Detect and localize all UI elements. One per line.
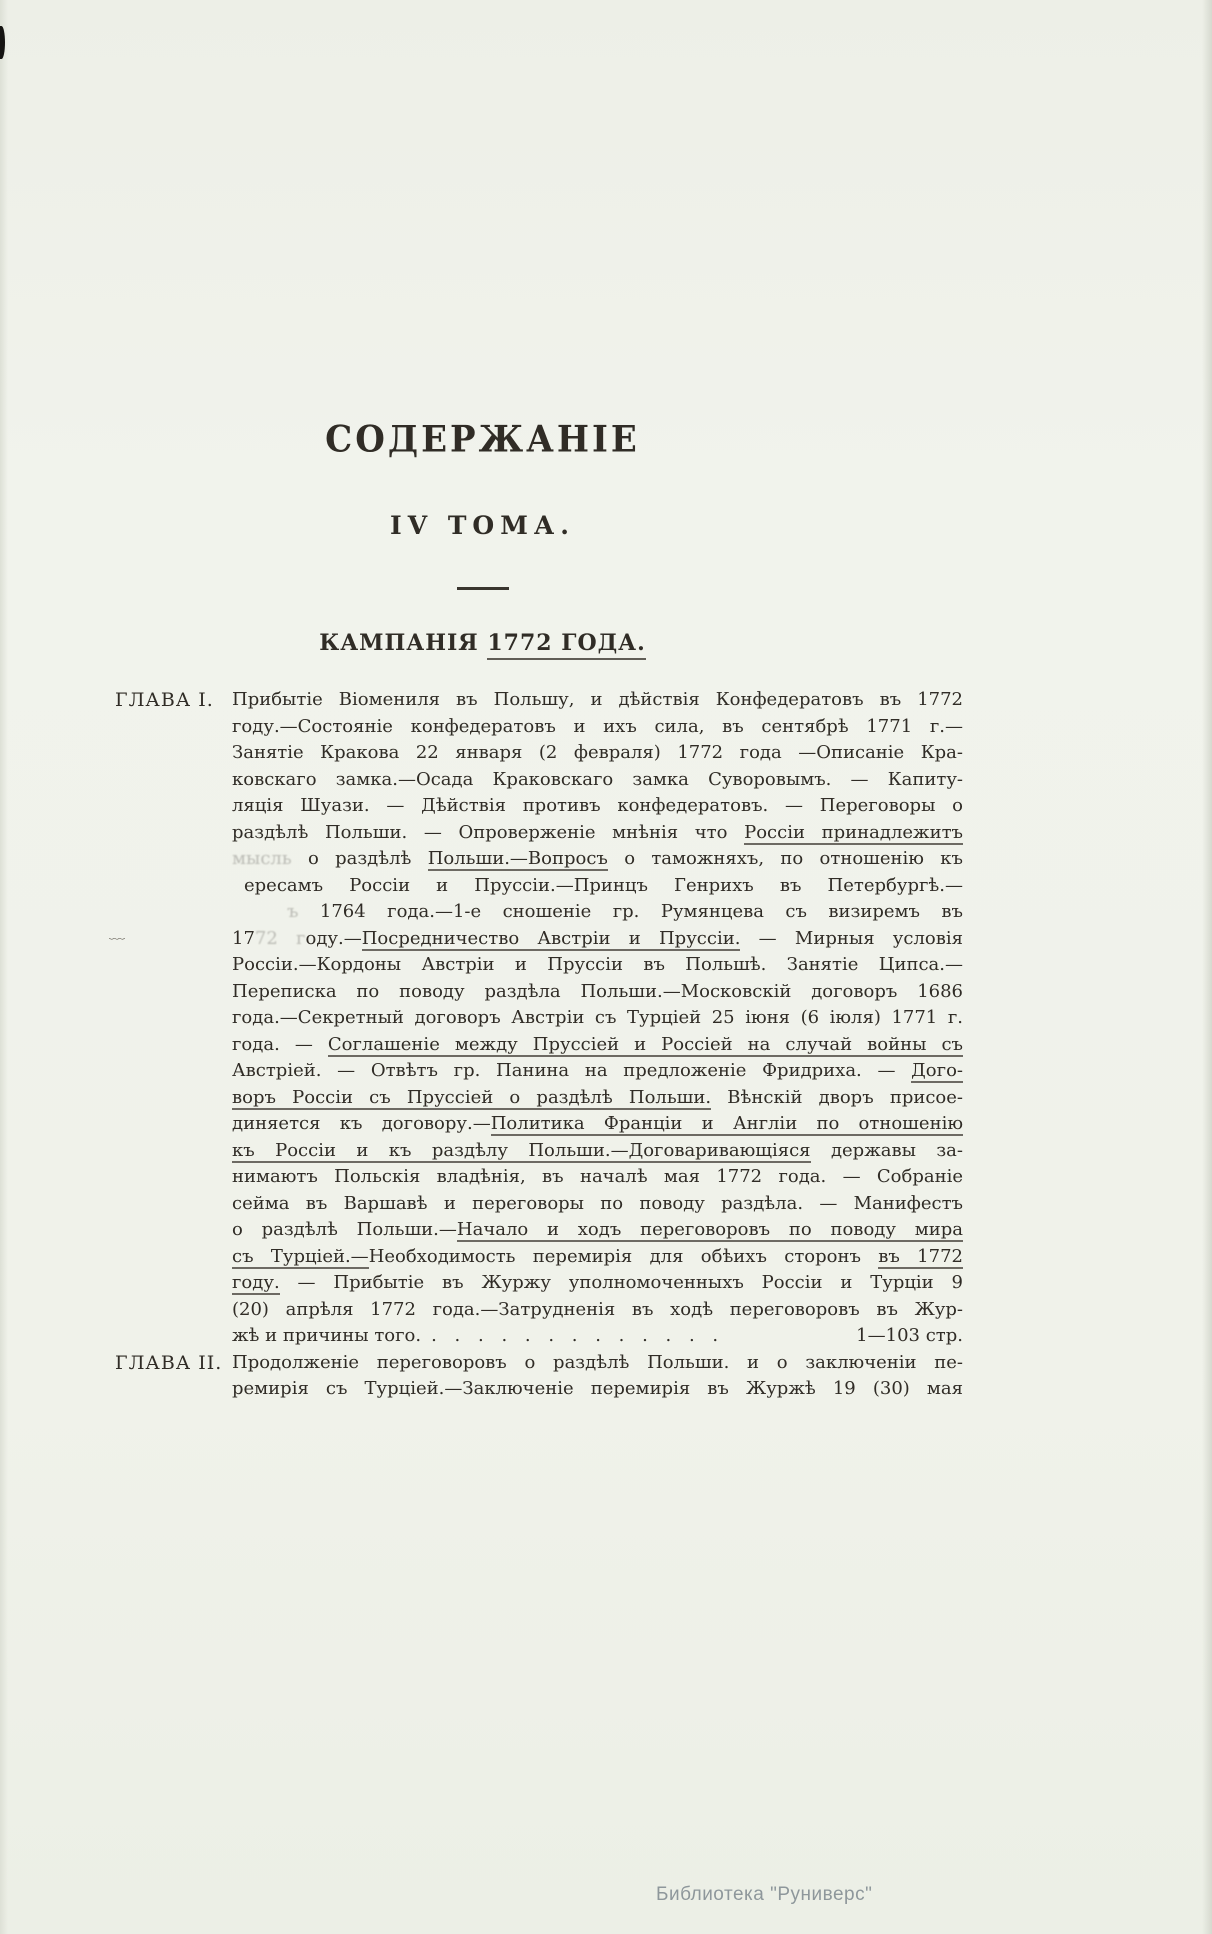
text-segment: Вѣнскій дворъ присое- [711, 1086, 963, 1108]
text-segment: Необходимость перемирія для обѣихъ сторонъ [368, 1245, 879, 1267]
toc-line [232, 687, 963, 714]
underlined-text: Дого- [911, 1060, 963, 1081]
underlined-text: въ 1772 [878, 1245, 963, 1267]
underlined-text: Начало и ходъ переговоровъ по поводу мира [456, 1219, 963, 1240]
underlined-text: съ Турціей.— [232, 1245, 369, 1267]
toc-line [232, 1297, 963, 1324]
toc-chapter [115, 687, 963, 1350]
toc-line [232, 820, 963, 847]
toc [115, 687, 963, 1403]
text-segment: (20) апрѣля 1772 года.—Затрудненія въ ходѣ переговоровъ въ Жур- [232, 1298, 963, 1320]
text-segment: 1764 года.—1-е сношеніе гр. Румянцева съ визиремъ въ [319, 901, 963, 922]
toc-line [232, 1005, 963, 1032]
scan-edge-left [0, 0, 8, 1934]
underlined-text: воръ Россіи съ Пруссіей о раздѣлѣ Польши. [232, 1086, 712, 1108]
underlined-text: году. [232, 1272, 280, 1293]
text-segment: Переписка по поводу раздѣла Польши.—Московскій договоръ 1686 [232, 980, 963, 1002]
text-segment: года. — [232, 1033, 328, 1055]
toc-chapter [115, 1350, 963, 1403]
toc-line [232, 1244, 963, 1271]
text-segment: державы за- [810, 1139, 963, 1161]
toc-line [232, 1217, 963, 1244]
text-segment: о раздѣлѣ Польши.— [232, 1219, 457, 1240]
chapter-label: ГЛАВА I. [115, 689, 214, 711]
toc-line [232, 1138, 963, 1165]
toc-line [232, 873, 963, 900]
text-segment: оду.— [305, 927, 362, 949]
toc-line [232, 740, 963, 767]
underlined-text: Политика Франціи и Англіи по отношенію [490, 1113, 963, 1134]
toc-line [232, 846, 963, 873]
toc-line [232, 1191, 963, 1218]
text-segment: — Мирныя условія [740, 927, 964, 949]
text-segment: сейма въ Варшавѣ и переговоры по поводу раздѣла. — Манифестъ [232, 1192, 963, 1214]
text-segment: ляція Шуази. — Дѣйствія противъ конфедератовъ. — Переговоры о [232, 795, 963, 816]
toc-line [232, 1376, 963, 1403]
toc-line [232, 899, 963, 926]
library-watermark: Библиотека "Руниверс" [656, 1884, 873, 1905]
text-segment: Прибытіе Віомениля въ Польшу, и дѣйствія Конфедератовъ въ 1772 [232, 689, 963, 710]
underlined-text: Посредничество Австріи и Пруссіи. [361, 927, 741, 949]
text-segment: жѣ и причины того. [232, 1325, 422, 1346]
text-segment: раздѣлѣ Польши. — Опроверженіе мнѣнія что [232, 821, 745, 843]
underlined-text: къ Россіи и къ раздѣлу Польши.—Договаривающіяся [232, 1139, 811, 1161]
text-segment: Продолженіе переговоровъ о раздѣлѣ Польши. и о заключеніи пе- [232, 1351, 963, 1373]
section-heading [0, 630, 965, 656]
text-segment: 17 [232, 927, 255, 949]
toc-line [232, 793, 963, 820]
text-segment: о раздѣлѣ [291, 848, 428, 869]
text-segment: Занятіе Кракова 22 января (2 февраля) 1772 года —Описаніе Кра- [232, 742, 963, 763]
toc-line [232, 1058, 963, 1085]
text-segment: 72 г [254, 927, 306, 949]
toc-line [232, 1350, 963, 1377]
toc-line [232, 1032, 963, 1059]
scan-edge-right [1202, 0, 1212, 1934]
divider [457, 587, 509, 590]
text-segment: мысль [232, 848, 292, 869]
toc-line [232, 979, 963, 1006]
chapter-summary [232, 1350, 963, 1403]
text-segment: ересамъ Россіи и Пруссіи.—Принцъ Генрихъ въ Петербургѣ.— [244, 874, 963, 896]
toc-line [232, 767, 963, 794]
text-segment: нимаютъ Польскія владѣнія, въ началѣ мая 1772 года. — Собраніе [232, 1166, 963, 1187]
underlined-text: Польши.—Вопросъ [427, 848, 608, 869]
toc-line [232, 926, 963, 953]
underlined-text: Соглашеніе между Пруссіей и Россіей на случай войны съ [327, 1033, 964, 1055]
text-segment: о таможняхъ, по отношенію къ [607, 848, 963, 869]
chapter-summary [232, 687, 963, 1350]
toc-line-pageref [232, 1323, 963, 1350]
text-segment: году.—Состояніе конфедератовъ и ихъ сила, въ сентябрѣ 1771 г.— [232, 715, 963, 737]
text-segment: года.—Секретный договоръ Австріи съ Турціей 25 іюня (6 іюля) 1771 г. [232, 1007, 963, 1028]
margin-pencil-mark: ﹏ [109, 923, 126, 942]
toc-line [232, 1270, 963, 1297]
text-segment: — Прибытіе въ Журжу уполномоченныхъ Россіи и Турціи 9 [279, 1272, 963, 1293]
text-segment: ремирія съ Турціей.—Заключеніе перемирія въ Журжѣ 19 (30) мая [232, 1378, 963, 1399]
page-range: 1—103 стр. [856, 1325, 963, 1346]
toc-line [232, 1111, 963, 1138]
section-heading-plain: КАМПАНІЯ [319, 630, 488, 656]
page-title: СОДЕРЖАНІЕ [325, 418, 640, 462]
toc-line [232, 714, 963, 741]
toc-line [232, 1164, 963, 1191]
text-segment: диняется къ договору.— [232, 1113, 491, 1134]
text-segment: Австріей. — Отвѣтъ гр. Панина на предложеніе Фридриха. — [232, 1060, 912, 1081]
volume-subtitle: IV ТОМА. [390, 511, 575, 540]
section-heading-underlined: 1772 ГОДА. [487, 630, 645, 660]
dot-leader: . . . . . . . . . . . . . [431, 1325, 725, 1346]
underlined-text: Россіи принадлежитъ [744, 821, 964, 843]
text-segment: ковскаго замка.—Осада Краковскаго замка Суворовымъ. — Капиту- [232, 768, 963, 790]
text-segment: ъ [287, 901, 320, 922]
text-segment: Россіи.—Кордоны Австріи и Пруссіи въ Польшѣ. Занятіе Ципса.— [232, 954, 963, 975]
chapter-label: ГЛАВА II. [115, 1351, 223, 1374]
toc-line [232, 952, 963, 979]
toc-line [232, 1085, 963, 1112]
